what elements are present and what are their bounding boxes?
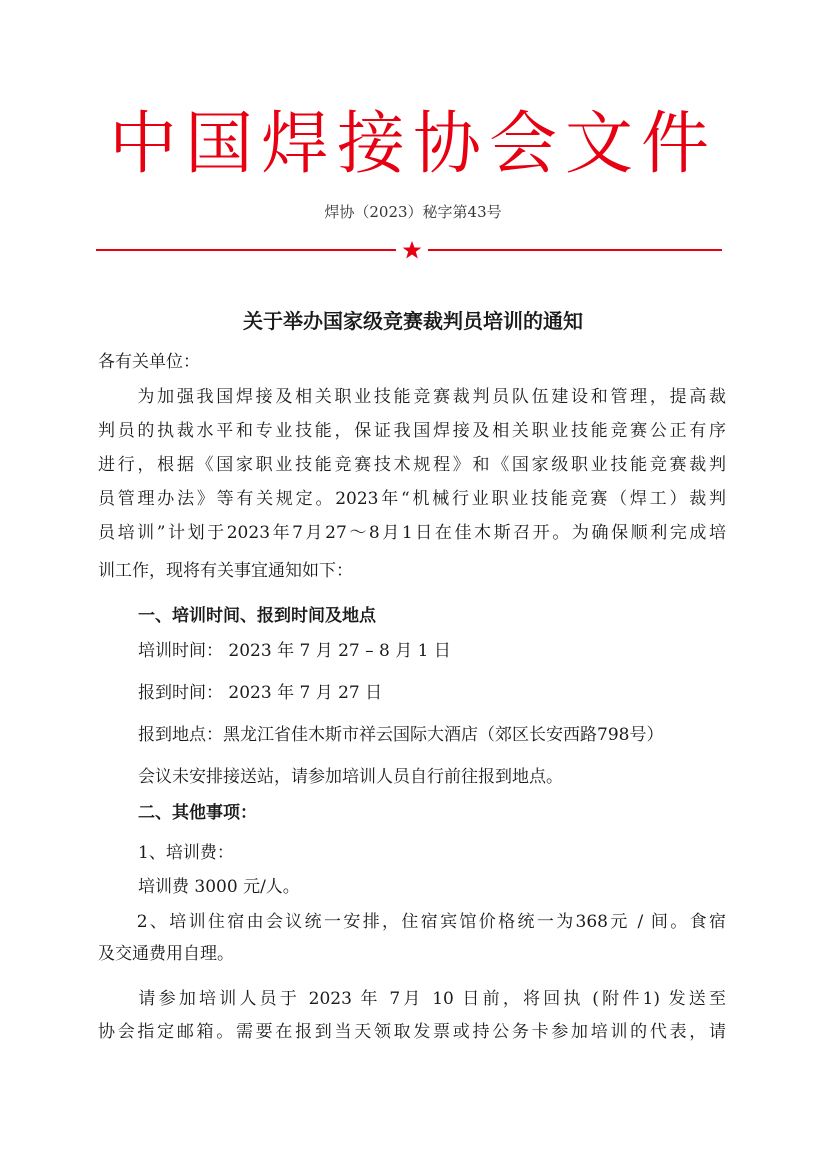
- transport-note: 会议未安排接送站，请参加培训人员自行前往报到地点。: [138, 767, 563, 787]
- notice-title: 关于举办国家级竞赛裁判员培训的通知: [243, 309, 583, 333]
- accommodation-line: 2、培训住宿由会议统一安排，住宿宾馆价格统一为368元 / 间。食宿: [98, 912, 726, 932]
- header-rule-left: [96, 249, 396, 251]
- section-2-heading: 二、其他事项：: [138, 803, 257, 823]
- training-fee-label: 1、培训费：: [138, 843, 234, 863]
- closing-line: 协会指定邮箱。需要在报到当天领取发票或持公务卡参加培训的代表，请: [98, 1022, 726, 1042]
- intro-line: 员管理办法》等有关规定。2023年“机械行业职业技能竞赛（焊工）裁判: [98, 489, 726, 509]
- closing-line: 请参加培训人员于 2023 年 7月 10 日前，将回执 (附件1) 发送至: [98, 989, 726, 1009]
- document-number: 焊协（2023）秘字第43号: [324, 203, 502, 221]
- intro-line: 进行，根据《国家职业技能竞赛技术规程》和《国家级职业技能竞赛裁判: [98, 455, 726, 475]
- training-fee-value: 培训费 3000 元/人。: [138, 877, 300, 897]
- report-place: 报到地点：黑龙江省佳木斯市祥云国际大酒店（郊区长安西路798号）: [138, 725, 664, 745]
- intro-line: 判员的执裁水平和专业技能，保证我国焊接及相关职业技能竞赛公正有序: [98, 421, 726, 441]
- salutation: 各有关单位：: [98, 352, 200, 372]
- header-rule-right: [428, 249, 722, 251]
- section-1-heading: 一、培训时间、报到时间及地点: [138, 606, 376, 626]
- document-header-title: 中国焊接协会文件: [108, 105, 717, 184]
- training-time: 培训时间： 2023 年 7 月 27 – 8 月 1 日: [138, 641, 451, 661]
- accommodation-line: 及交通费用自理。: [98, 944, 234, 964]
- report-time: 报到时间： 2023 年 7 月 27 日: [138, 683, 383, 703]
- intro-line: 员培训”计划于2023年7月27～8月1日在佳木斯召开。为确保顺利完成培: [98, 523, 726, 543]
- intro-line: 训工作，现将有关事宜通知如下：: [98, 561, 353, 581]
- star-icon: [402, 240, 422, 260]
- intro-line: 为加强我国焊接及相关职业技能竞赛裁判员队伍建设和管理，提高裁: [98, 387, 726, 407]
